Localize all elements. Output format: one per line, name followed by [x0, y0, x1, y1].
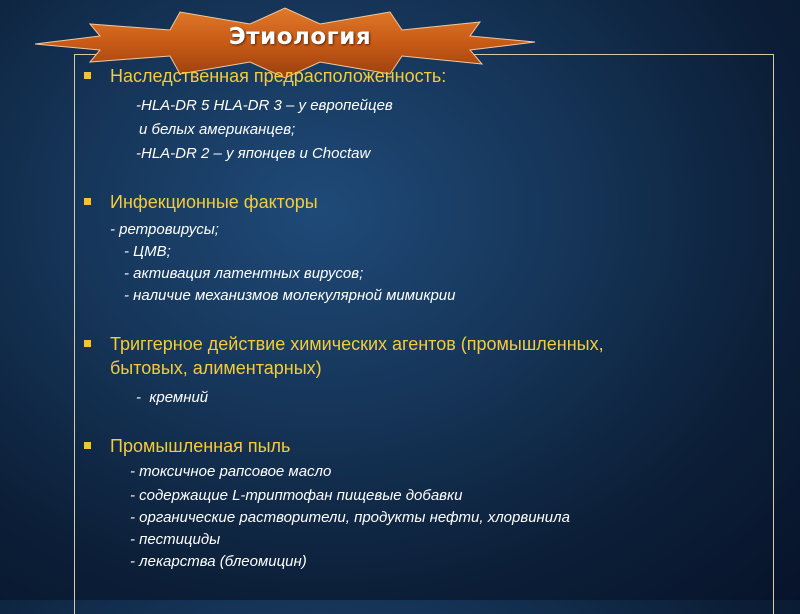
slide-title: Этиология	[228, 24, 372, 50]
section-hereditary	[84, 64, 446, 88]
section-infectious	[84, 190, 318, 214]
list-item: - ретровирусы;	[110, 221, 219, 238]
list-item: -HLA-DR 5 HLA-DR 3 – у европейцев	[136, 97, 393, 114]
section-heading-line: Триггерное действие химических агентов (промышленных,	[110, 334, 604, 354]
section-heading: Промышленная пыль	[110, 436, 291, 456]
list-item: - токсичное рапсовое масло	[130, 463, 332, 480]
section-chemical	[84, 332, 604, 380]
list-item: -HLA-DR 2 – у японцев и Choctaw	[136, 145, 371, 162]
square-bullet-icon	[84, 72, 91, 79]
list-item: - кремний	[136, 389, 209, 406]
list-item: и белых американцев;	[139, 121, 296, 138]
section-industrial-dust	[84, 434, 290, 458]
list-item: - органические растворители, продукты нефти, хлорвинила	[130, 509, 570, 526]
section-heading	[110, 332, 604, 380]
list-item: - лекарства (блеомицин)	[130, 553, 307, 570]
section-heading: Наследственная предрасположенность:	[110, 66, 447, 86]
list-item: - ЦМВ;	[124, 243, 171, 260]
section-heading-line: бытовых, алиментарных)	[110, 358, 322, 378]
list-item: - содержащие L-триптофан пищевые добавки	[130, 487, 463, 504]
square-bullet-icon	[84, 442, 91, 449]
list-item: - наличие механизмов молекулярной мимикрии	[124, 287, 456, 304]
section-heading: Инфекционные факторы	[110, 192, 318, 212]
list-item: - активация латентных вирусов;	[124, 265, 364, 282]
square-bullet-icon	[84, 198, 91, 205]
list-item: - пестициды	[130, 531, 221, 548]
square-bullet-icon	[84, 340, 91, 347]
